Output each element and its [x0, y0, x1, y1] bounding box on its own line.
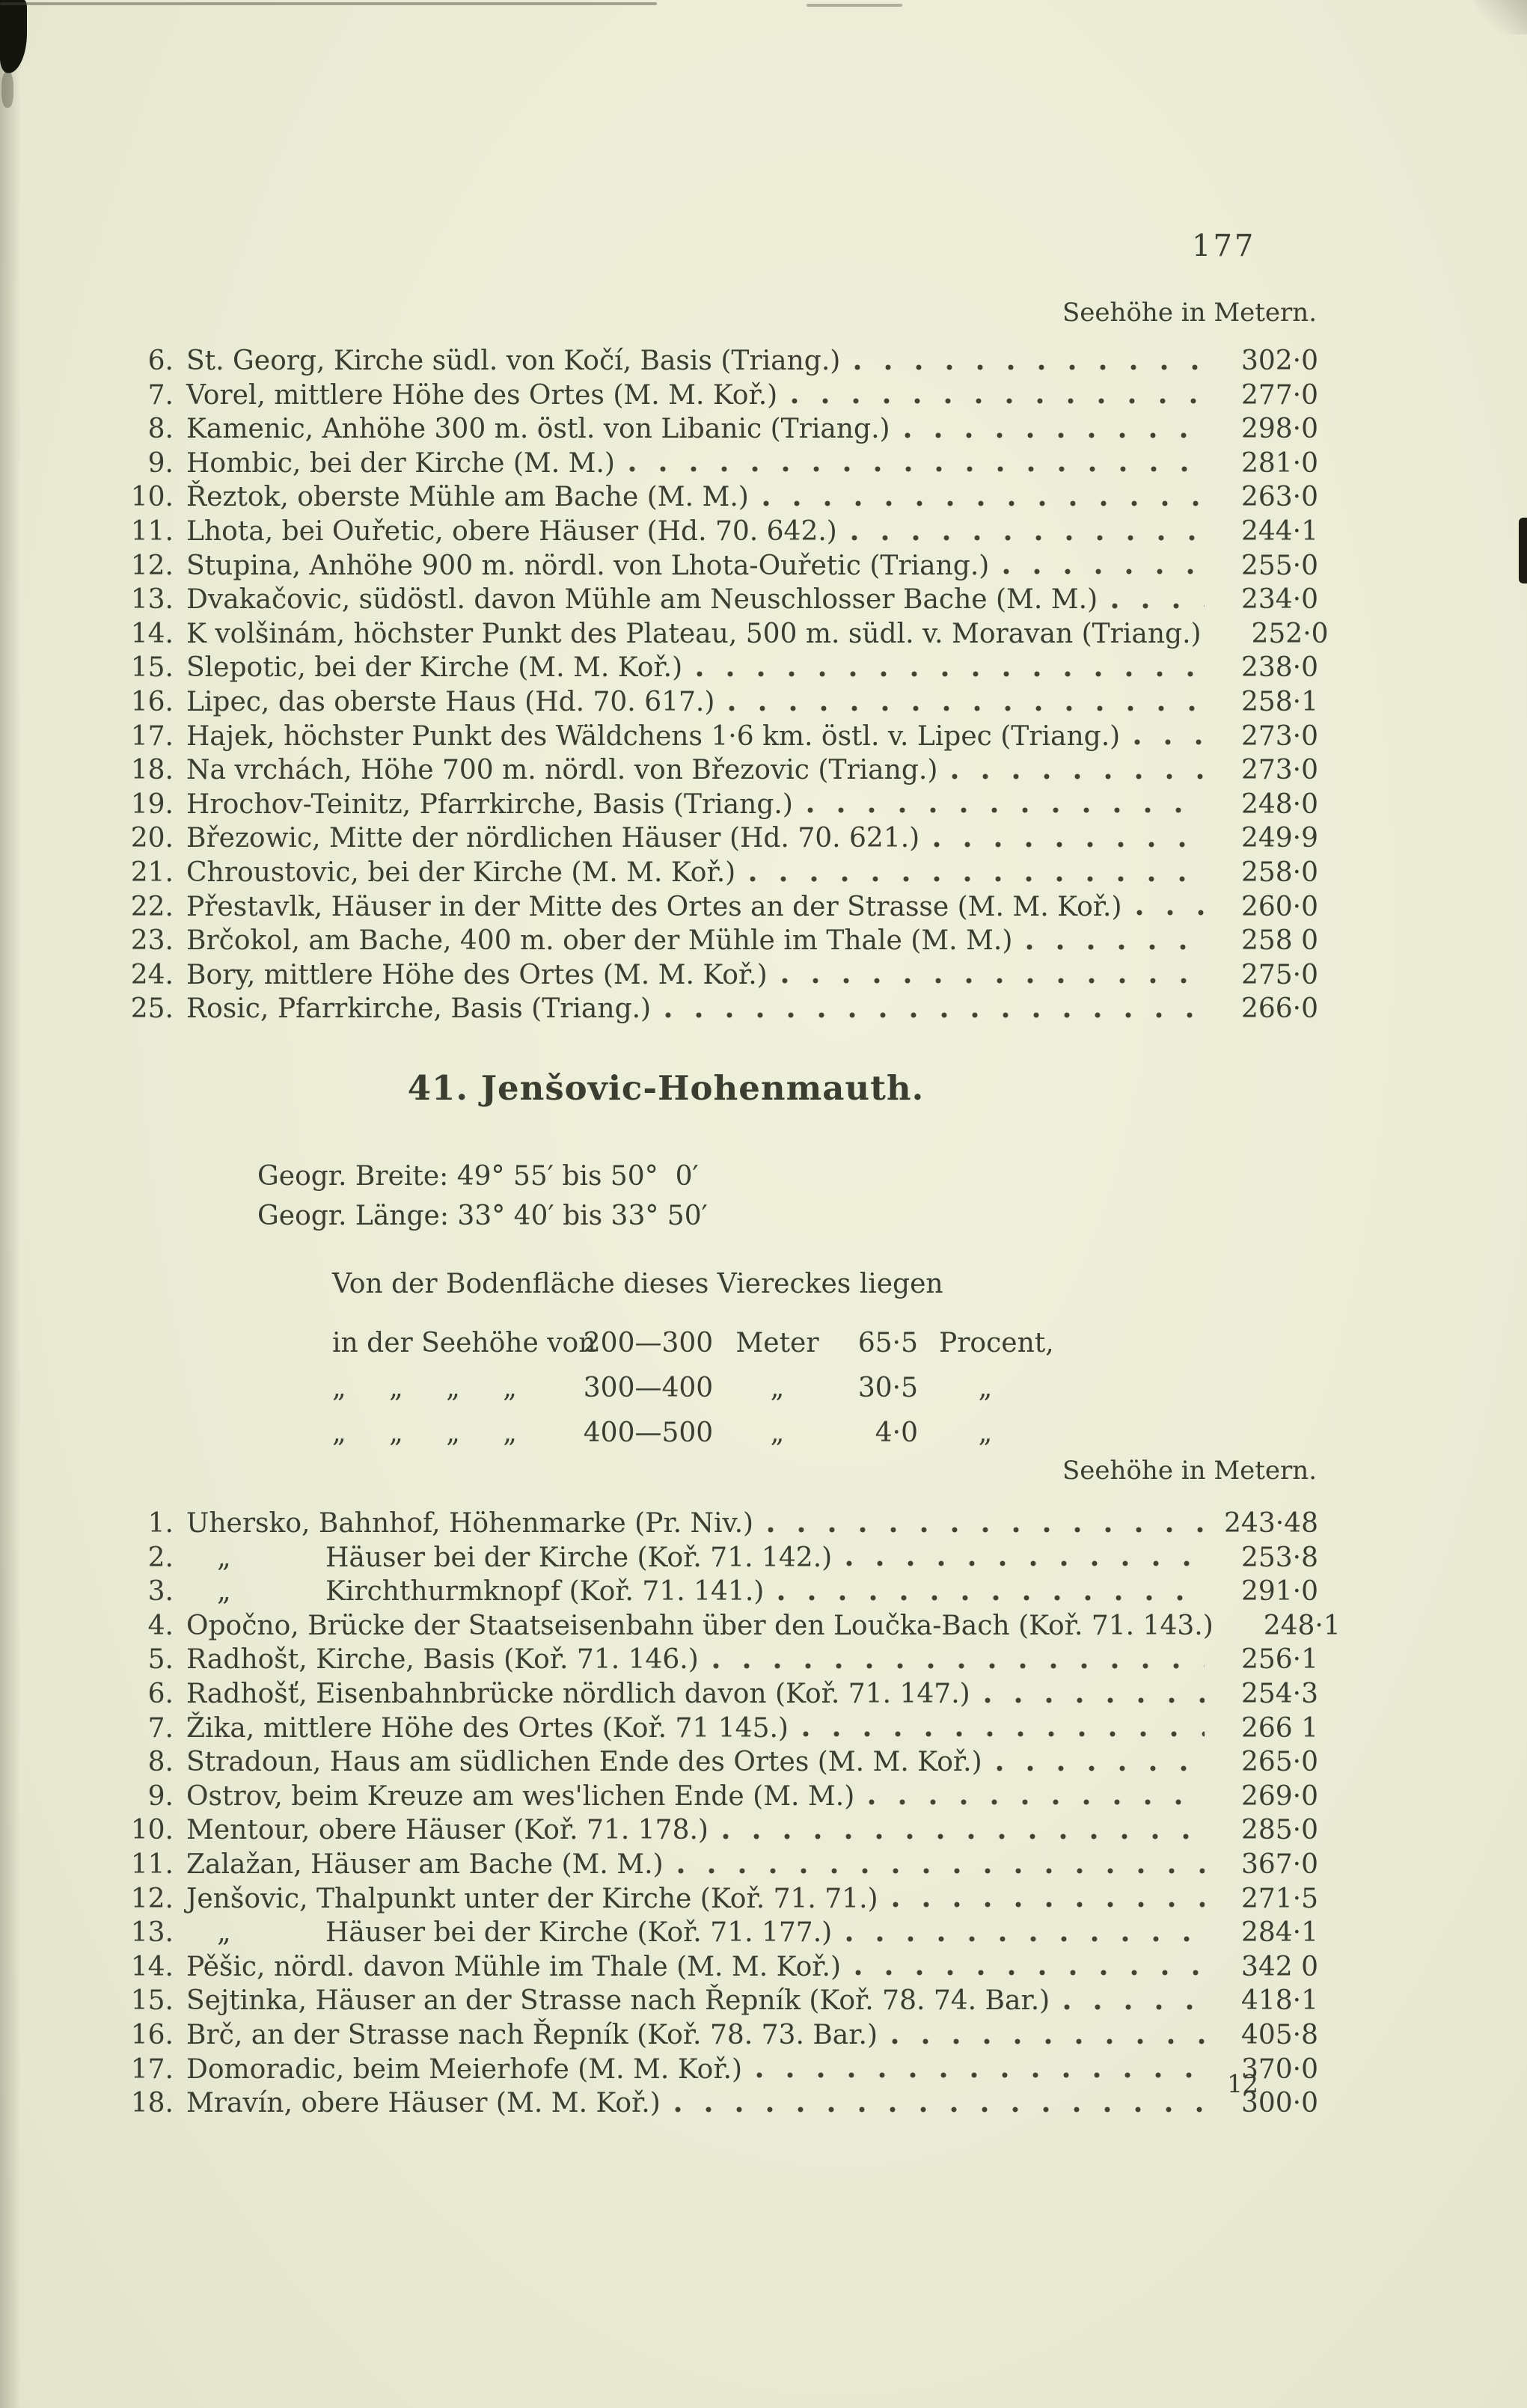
item-number: 13. — [130, 584, 174, 616]
item-elevation-value: 418·1 — [1240, 1985, 1318, 2017]
dot-leader — [802, 1730, 1205, 1738]
dot-leader — [777, 1593, 1205, 1602]
distribution-prefix: in der Seehöhe von — [332, 1328, 596, 1358]
list-item — [105, 2053, 1318, 2087]
item-elevation-value: 281·0 — [1240, 447, 1318, 479]
dot-leader — [628, 465, 1205, 474]
item-number: 5. — [147, 1644, 174, 1676]
binding-shadow — [0, 0, 21, 2408]
list-item — [105, 2018, 1318, 2053]
distribution-prefix: „ „ „ „ — [332, 1418, 517, 1448]
percent-value: 30·5 — [857, 1373, 918, 1403]
item-text: Jenšovic, Thalpunkt unter der Kirche (Koř. 71. 71.) — [186, 1883, 878, 1914]
item-text: Zalažan, Häuser am Bache (M. M.) — [186, 1848, 664, 1880]
item-text: Brčokol, am Bache, 400 m. ober der Mühle im Thale (M. M.) — [186, 925, 1013, 957]
scan-edge-line-mid — [807, 4, 902, 7]
area-distribution-intro: Von der Bodenfläche dieses Viereckes liegen — [332, 1269, 943, 1299]
list-item — [105, 1780, 1318, 1814]
item-number: 8. — [147, 414, 174, 445]
unit-label: Meter — [735, 1328, 819, 1358]
dot-leader — [728, 704, 1205, 713]
unit-label: „ — [770, 1418, 785, 1448]
list-item — [105, 1507, 1318, 1541]
item-number: 22. — [130, 891, 174, 922]
list-item — [105, 1745, 1318, 1780]
elevation-range: 400—500 — [583, 1418, 714, 1448]
ditto-mark: „ — [217, 1576, 231, 1608]
item-number: 10. — [130, 1815, 174, 1846]
list-item — [105, 720, 1318, 754]
list-item — [105, 890, 1318, 925]
item-text: Uhersko, Bahnhof, Höhenmarke (Pr. Niv.) — [186, 1508, 754, 1539]
item-number: 11. — [130, 1848, 174, 1880]
list-item — [105, 651, 1318, 685]
dot-leader — [1063, 2003, 1205, 2012]
item-elevation-value: 248·0 — [1240, 788, 1318, 820]
geo-laenge-line: Geogr. Länge: 33° 40′ bis 33° 50′ — [257, 1201, 708, 1231]
dot-leader — [1133, 738, 1205, 747]
item-number: 24. — [130, 959, 174, 990]
area-distribution-row — [332, 1411, 1053, 1456]
item-elevation-value: 260·0 — [1240, 891, 1318, 922]
dot-leader — [807, 806, 1205, 815]
item-number: 17. — [130, 2053, 174, 2085]
item-elevation-value: 243·48 — [1224, 1508, 1318, 1539]
elevation-range: 300—400 — [583, 1373, 714, 1403]
page-number: 177 — [1192, 229, 1256, 263]
dot-leader — [904, 431, 1205, 440]
scan-edge-line-left — [0, 2, 657, 5]
item-text: Lipec, das oberste Haus (Hd. 70. 617.) — [186, 686, 715, 717]
area-distribution — [332, 1267, 1053, 1456]
item-text: Stradoun, Haus am südlichen Ende des Ortes (M. M. Koř.) — [186, 1747, 982, 1778]
list-item — [105, 1712, 1318, 1746]
item-number: 7. — [147, 1712, 174, 1744]
dot-leader — [854, 1968, 1205, 1977]
item-text: Mentour, obere Häuser (Koř. 71. 178.) — [186, 1815, 709, 1846]
list-item — [105, 1541, 1318, 1575]
percent-label: „ — [978, 1373, 993, 1403]
list-item — [105, 412, 1318, 447]
item-elevation-value: 405·8 — [1240, 2019, 1318, 2050]
list-item — [105, 447, 1318, 481]
item-elevation-value: 298·0 — [1240, 414, 1318, 445]
item-number: 9. — [147, 1780, 174, 1812]
item-text: Slepotic, bei der Kirche (M. M. Koř.) — [186, 652, 683, 684]
dot-leader — [845, 1559, 1205, 1568]
list-item — [105, 379, 1318, 413]
item-text: Radhošť, Eisenbahnbrücke nördlich davon (Koř. 71. 147.) — [186, 1678, 970, 1709]
item-number: 14. — [130, 618, 174, 649]
item-number: 2. — [147, 1542, 174, 1573]
item-number: 18. — [130, 2088, 174, 2119]
item-elevation-value: 367·0 — [1240, 1848, 1318, 1880]
list-item — [105, 549, 1318, 583]
list-item — [105, 1813, 1318, 1848]
column-header-seehoehe-1: Seehöhe in Metern. — [1062, 298, 1317, 328]
dot-leader — [674, 2105, 1205, 2114]
dot-leader — [933, 840, 1205, 849]
list-item — [105, 992, 1318, 1026]
item-elevation-value: 273·0 — [1240, 720, 1318, 752]
sheet-signature-mark: 12 — [1227, 2069, 1258, 2098]
item-text: Domoradic, beim Meierhofe (M. M. Koř.) — [186, 2053, 743, 2085]
dot-leader — [892, 1900, 1205, 1909]
item-elevation-value: 234·0 — [1240, 584, 1318, 616]
item-number: 4. — [147, 1610, 174, 1641]
list-item — [105, 583, 1318, 617]
item-text: Ostrov, beim Kreuze am wes'lichen Ende (M. M.) — [186, 1780, 855, 1812]
dot-leader — [1003, 567, 1205, 576]
item-text: Řeztok, oberste Mühle am Bache (M. M.) — [186, 482, 749, 513]
list-item — [105, 617, 1329, 652]
item-elevation-value: 277·0 — [1240, 379, 1318, 411]
item-elevation-value: 244·1 — [1240, 515, 1318, 547]
item-number: 19. — [130, 788, 174, 820]
list-item — [105, 1950, 1318, 1985]
scan-corner-shade — [1475, 0, 1527, 34]
list-item — [105, 753, 1318, 788]
item-elevation-value: 266 1 — [1240, 1712, 1318, 1744]
item-text: Brč, an der Strasse nach Řepník (Koř. 78. 73. Bar.) — [186, 2019, 878, 2050]
item-text: Hombic, bei der Kirche (M. M.) — [186, 447, 615, 479]
item-text: Kirchthurmknopf (Koř. 71. 141.) — [325, 1576, 765, 1608]
item-number: 8. — [147, 1747, 174, 1778]
item-number: 11. — [130, 515, 174, 547]
ditto-mark: „ — [217, 1917, 231, 1949]
section-heading: 41. Jenšovic-Hohenmauth. — [407, 1068, 925, 1108]
unit-label: „ — [770, 1373, 785, 1403]
item-elevation-value: 258 0 — [1240, 925, 1318, 957]
item-elevation-value: 370·0 — [1240, 2053, 1318, 2085]
list-item — [105, 1575, 1318, 1609]
item-text: Dvakačovic, südöstl. davon Mühle am Neuschlosser Bache (M. M.) — [186, 584, 1098, 616]
item-text: Mravín, obere Häuser (M. M. Koř.) — [186, 2088, 661, 2119]
item-text: Sejtinka, Häuser an der Strasse nach Řepník (Koř. 78. 74. Bar.) — [186, 1985, 1050, 2017]
item-elevation-value: 238·0 — [1240, 652, 1318, 684]
item-elevation-value: 253·8 — [1240, 1542, 1318, 1573]
item-text: Pěšic, nördl. davon Mühle im Thale (M. M. Koř.) — [186, 1951, 842, 1982]
item-number: 12. — [130, 550, 174, 581]
item-number: 10. — [130, 482, 174, 513]
dot-leader — [722, 1832, 1205, 1841]
area-distribution-row — [332, 1366, 1053, 1411]
item-text: Na vrchách, Höhe 700 m. nördl. von Březovic (Triang.) — [186, 755, 938, 786]
item-elevation-value: 291·0 — [1240, 1576, 1318, 1608]
list-item — [105, 1848, 1318, 1882]
list-item — [105, 1609, 1341, 1643]
list-item — [105, 1916, 1318, 1950]
item-text: Stupina, Anhöhe 900 m. nördl. von Lhota-Ouřetic (Triang.) — [186, 550, 990, 581]
item-elevation-value: 302·0 — [1240, 346, 1318, 376]
distribution-prefix: „ „ „ „ — [332, 1373, 517, 1403]
dot-leader — [677, 1866, 1205, 1875]
item-number: 14. — [130, 1951, 174, 1982]
item-number: 15. — [130, 652, 174, 684]
dot-leader — [851, 533, 1205, 542]
item-elevation-value: 285·0 — [1240, 1815, 1318, 1846]
geo-breite-line: Geogr. Breite: 49° 55′ bis 50° 0′ — [257, 1161, 699, 1192]
dot-leader — [781, 976, 1205, 985]
item-text: Radhošt, Kirche, Basis (Koř. 71. 146.) — [186, 1644, 699, 1676]
item-text: Žika, mittlere Höhe des Ortes (Koř. 71 145.) — [186, 1712, 789, 1744]
item-number: 9. — [147, 447, 174, 479]
dot-leader — [1136, 908, 1205, 917]
list-item — [105, 924, 1318, 958]
item-elevation-value: 266·0 — [1240, 993, 1318, 1025]
column-header-seehoehe-2: Seehöhe in Metern. — [1062, 1456, 1317, 1486]
item-elevation-value: 263·0 — [1240, 482, 1318, 513]
list-item — [105, 856, 1318, 890]
item-number: 13. — [130, 1917, 174, 1949]
geographic-extent — [257, 1156, 708, 1236]
item-number: 15. — [130, 1985, 174, 2017]
item-text: Hrochov-Teinitz, Pfarrkirche, Basis (Triang.) — [186, 788, 793, 820]
dot-leader — [756, 2071, 1205, 2080]
dot-leader — [664, 1011, 1205, 1020]
item-elevation-value: 258·0 — [1240, 857, 1318, 888]
item-number: 6. — [147, 346, 174, 376]
scan-corner-mark — [0, 0, 27, 73]
item-number: 17. — [130, 720, 174, 752]
item-number: 12. — [130, 1883, 174, 1914]
list-item — [105, 515, 1318, 549]
dot-leader — [868, 1798, 1205, 1807]
item-elevation-value: 265·0 — [1240, 1747, 1318, 1778]
area-distribution-rows — [332, 1321, 1053, 1456]
item-text: Häuser bei der Kirche (Koř. 71. 142.) — [325, 1542, 833, 1573]
item-elevation-value: 255·0 — [1240, 550, 1318, 581]
dot-leader — [951, 772, 1205, 781]
item-text: Březowic, Mitte der nördlichen Häuser (Hd. 70. 621.) — [186, 823, 920, 854]
item-text: K volšinám, höchster Punkt des Plateau, 500 m. südl. v. Moravan (Triang.) — [186, 618, 1202, 649]
list-item — [105, 788, 1318, 822]
item-number: 1. — [147, 1508, 174, 1539]
item-number: 18. — [130, 755, 174, 786]
item-elevation-value: 275·0 — [1240, 959, 1318, 990]
dot-leader — [845, 1934, 1205, 1943]
item-text: Vorel, mittlere Höhe des Ortes (M. M. Koř.) — [186, 379, 778, 411]
list-item — [105, 821, 1318, 856]
list-item — [105, 1677, 1318, 1712]
list-item — [105, 344, 1318, 379]
list-item — [105, 480, 1318, 515]
item-elevation-value: 249·9 — [1240, 823, 1318, 854]
elevation-list-2 — [105, 1507, 1341, 2121]
item-number: 25. — [130, 993, 174, 1025]
dot-leader — [854, 363, 1205, 372]
item-text: Kamenic, Anhöhe 300 m. östl. von Libanic (Triang.) — [186, 414, 890, 445]
list-item — [105, 958, 1318, 993]
item-number: 6. — [147, 1678, 174, 1709]
elevation-list-1 — [105, 344, 1329, 1026]
percent-value: 4·0 — [875, 1418, 918, 1448]
item-number: 16. — [130, 2019, 174, 2050]
list-item — [105, 685, 1318, 720]
elevation-range: 200—300 — [583, 1328, 714, 1358]
dot-leader — [891, 2037, 1205, 2046]
percent-label: Procent, — [939, 1328, 1054, 1358]
item-text: Hajek, höchster Punkt des Wäldchens 1·6 km. östl. v. Lipec (Triang.) — [186, 720, 1121, 752]
item-text: Lhota, bei Ouřetic, obere Häuser (Hd. 70. 642.) — [186, 515, 837, 547]
item-elevation-value: 248·1 — [1263, 1610, 1341, 1641]
item-elevation-value: 258·1 — [1240, 686, 1318, 717]
item-number: 20. — [130, 823, 174, 854]
item-text: Rosic, Pfarrkirche, Basis (Triang.) — [186, 993, 652, 1025]
dot-leader — [749, 874, 1205, 883]
dot-leader — [1111, 601, 1205, 610]
item-text: Bory, mittlere Höhe des Ortes (M. M. Koř.) — [186, 959, 768, 990]
item-elevation-value: 284·1 — [1240, 1917, 1318, 1949]
percent-label: „ — [978, 1418, 993, 1448]
scan-smudge — [1, 72, 13, 108]
dot-leader — [996, 1764, 1205, 1773]
item-elevation-value: 269·0 — [1240, 1780, 1318, 1812]
dot-leader — [696, 670, 1205, 678]
dot-leader — [1026, 943, 1205, 952]
item-elevation-value: 300·0 — [1240, 2088, 1318, 2119]
item-text: Häuser bei der Kirche (Koř. 71. 177.) — [325, 1917, 833, 1949]
area-distribution-row — [332, 1321, 1053, 1366]
list-item — [105, 1984, 1318, 2018]
scan-edge-mark — [1519, 518, 1527, 583]
dot-leader — [791, 396, 1205, 405]
item-number: 3. — [147, 1576, 174, 1608]
item-elevation-value: 342 0 — [1240, 1951, 1318, 1982]
item-elevation-value: 273·0 — [1240, 755, 1318, 786]
item-elevation-value: 252·0 — [1251, 618, 1329, 649]
item-elevation-value: 254·3 — [1240, 1678, 1318, 1709]
list-item — [105, 2086, 1318, 2121]
item-text: Chroustovic, bei der Kirche (M. M. Koř.) — [186, 857, 736, 888]
ditto-mark: „ — [217, 1542, 231, 1573]
dot-leader — [762, 499, 1205, 508]
item-number: 7. — [147, 379, 174, 411]
item-number: 21. — [130, 857, 174, 888]
percent-value: 65·5 — [857, 1328, 918, 1358]
list-item — [105, 1882, 1318, 1917]
item-number: 23. — [130, 925, 174, 957]
dot-leader — [767, 1525, 1205, 1534]
item-number: 16. — [130, 686, 174, 717]
list-item — [105, 1643, 1318, 1677]
dot-leader — [984, 1696, 1205, 1705]
item-elevation-value: 271·5 — [1240, 1883, 1318, 1914]
item-elevation-value: 256·1 — [1240, 1644, 1318, 1676]
item-text: Opočno, Brücke der Staatseisenbahn über den Loučka-Bach (Koř. 71. 143.) — [186, 1610, 1214, 1641]
item-text: St. Georg, Kirche südl. von Kočí, Basis (Triang.) — [186, 346, 841, 376]
item-text: Přestavlk, Häuser in der Mitte des Ortes an der Strasse (M. M. Koř.) — [186, 891, 1122, 922]
dot-leader — [712, 1661, 1205, 1670]
